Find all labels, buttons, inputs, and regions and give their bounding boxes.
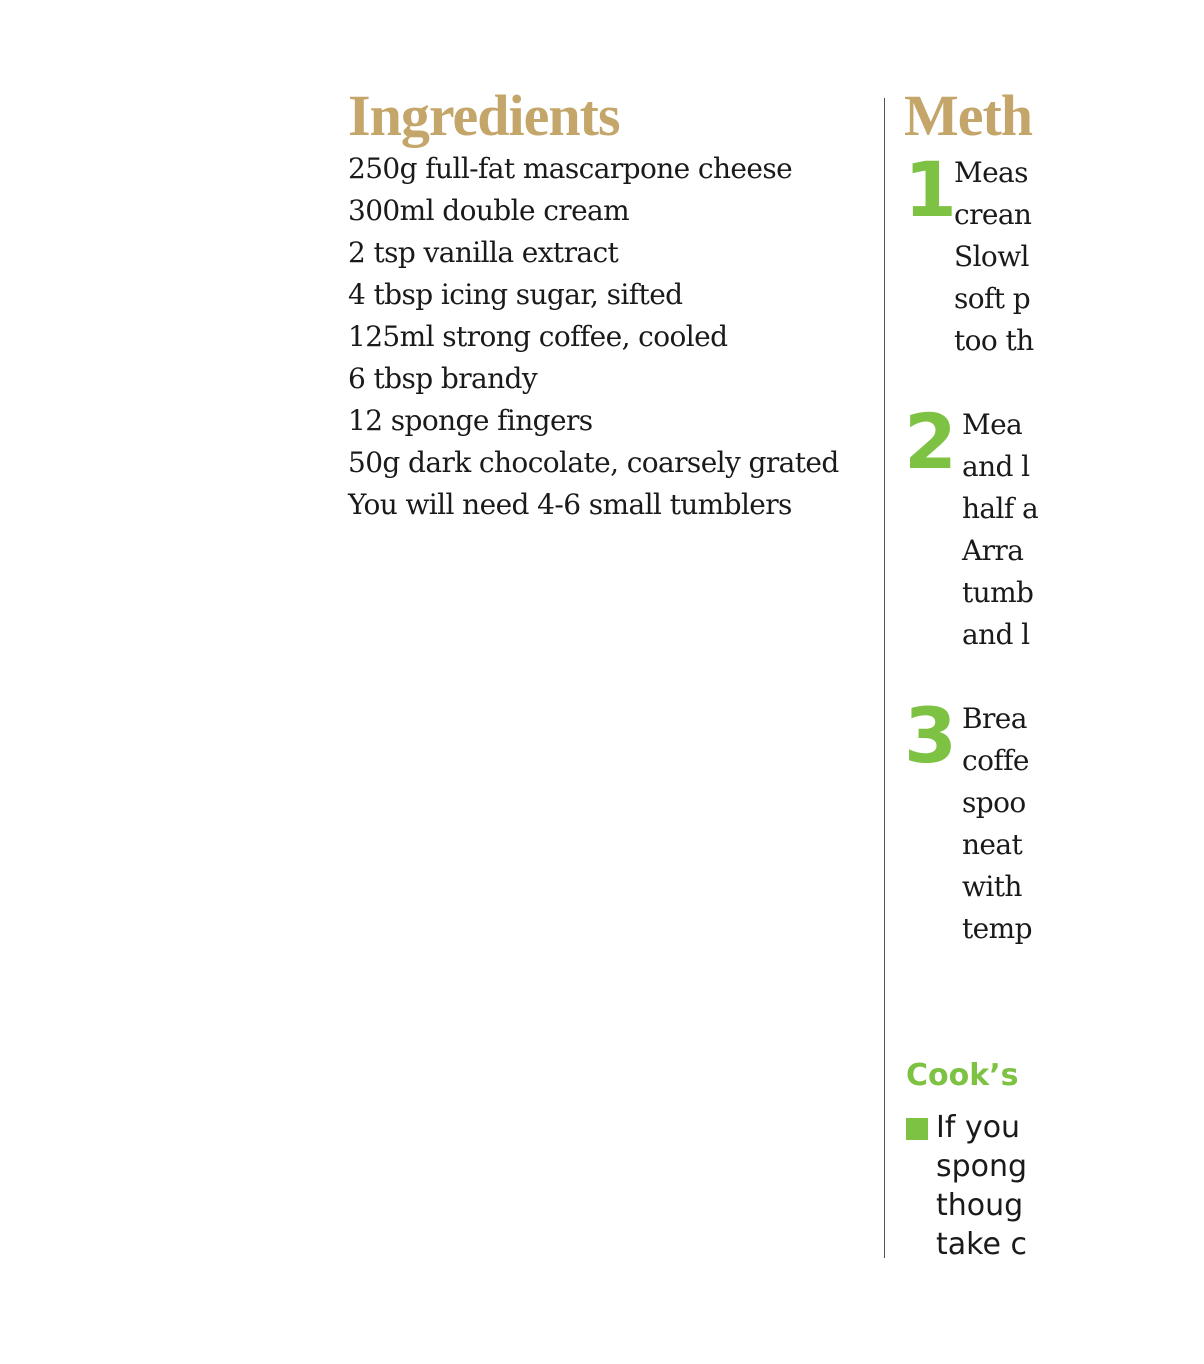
step-line: Meas [954, 156, 1028, 189]
tip-line: spong [936, 1149, 1028, 1184]
step-line: Mea [962, 408, 1023, 441]
step-line: coffe [962, 744, 1029, 777]
ingredient-item: 125ml strong coffee, cooled [348, 320, 728, 353]
ingredient-item: 300ml double cream [348, 194, 630, 227]
step-line: crean [954, 198, 1032, 231]
step-line: temp [962, 912, 1032, 945]
step-text [954, 152, 1034, 362]
step-line: neat [962, 828, 1023, 861]
ingredient-item: 250g full-fat mascarpone cheese [348, 152, 793, 185]
column-divider [884, 98, 885, 1258]
step-line: Brea [962, 702, 1027, 735]
step-line: Slowl [954, 240, 1029, 273]
step-number: 3 [904, 691, 957, 780]
step-text [962, 698, 1032, 950]
cooks-tips-heading: Cook’s [906, 1058, 1019, 1093]
method-heading: Meth [904, 83, 1033, 148]
step-line: and l [962, 450, 1030, 483]
step-text [962, 404, 1038, 656]
tip-line: If you [936, 1110, 1021, 1145]
tip-line: take c [936, 1227, 1027, 1262]
ingredients-heading: Ingredients [348, 83, 620, 148]
step-line: with [962, 870, 1022, 903]
method-section [904, 83, 1039, 1264]
step-line: and l [962, 618, 1030, 651]
ingredient-item: 50g dark chocolate, coarsely grated [348, 446, 839, 479]
step-line: Arra [962, 534, 1024, 567]
step-line: tumb [962, 576, 1034, 609]
step-line: too th [954, 324, 1034, 357]
step-number: 2 [904, 397, 957, 486]
step-number: 1 [904, 145, 957, 234]
ingredient-item: You will need 4-6 small tumblers [348, 488, 792, 521]
square-bullet-icon [906, 1118, 928, 1140]
ingredient-item: 4 tbsp icing sugar, sifted [348, 278, 683, 311]
step-line: half a [962, 492, 1039, 525]
ingredient-item: 12 sponge fingers [348, 404, 593, 437]
ingredient-item: 6 tbsp brandy [348, 362, 538, 395]
step-line: spoo [962, 786, 1026, 819]
ingredient-item: 2 tsp vanilla extract [348, 236, 619, 269]
tip-line: thoug [936, 1188, 1024, 1223]
cooks-tip-text [936, 1108, 1027, 1264]
ingredients-list [348, 148, 868, 526]
ingredients-section [348, 84, 868, 526]
step-line: soft p [954, 282, 1031, 315]
